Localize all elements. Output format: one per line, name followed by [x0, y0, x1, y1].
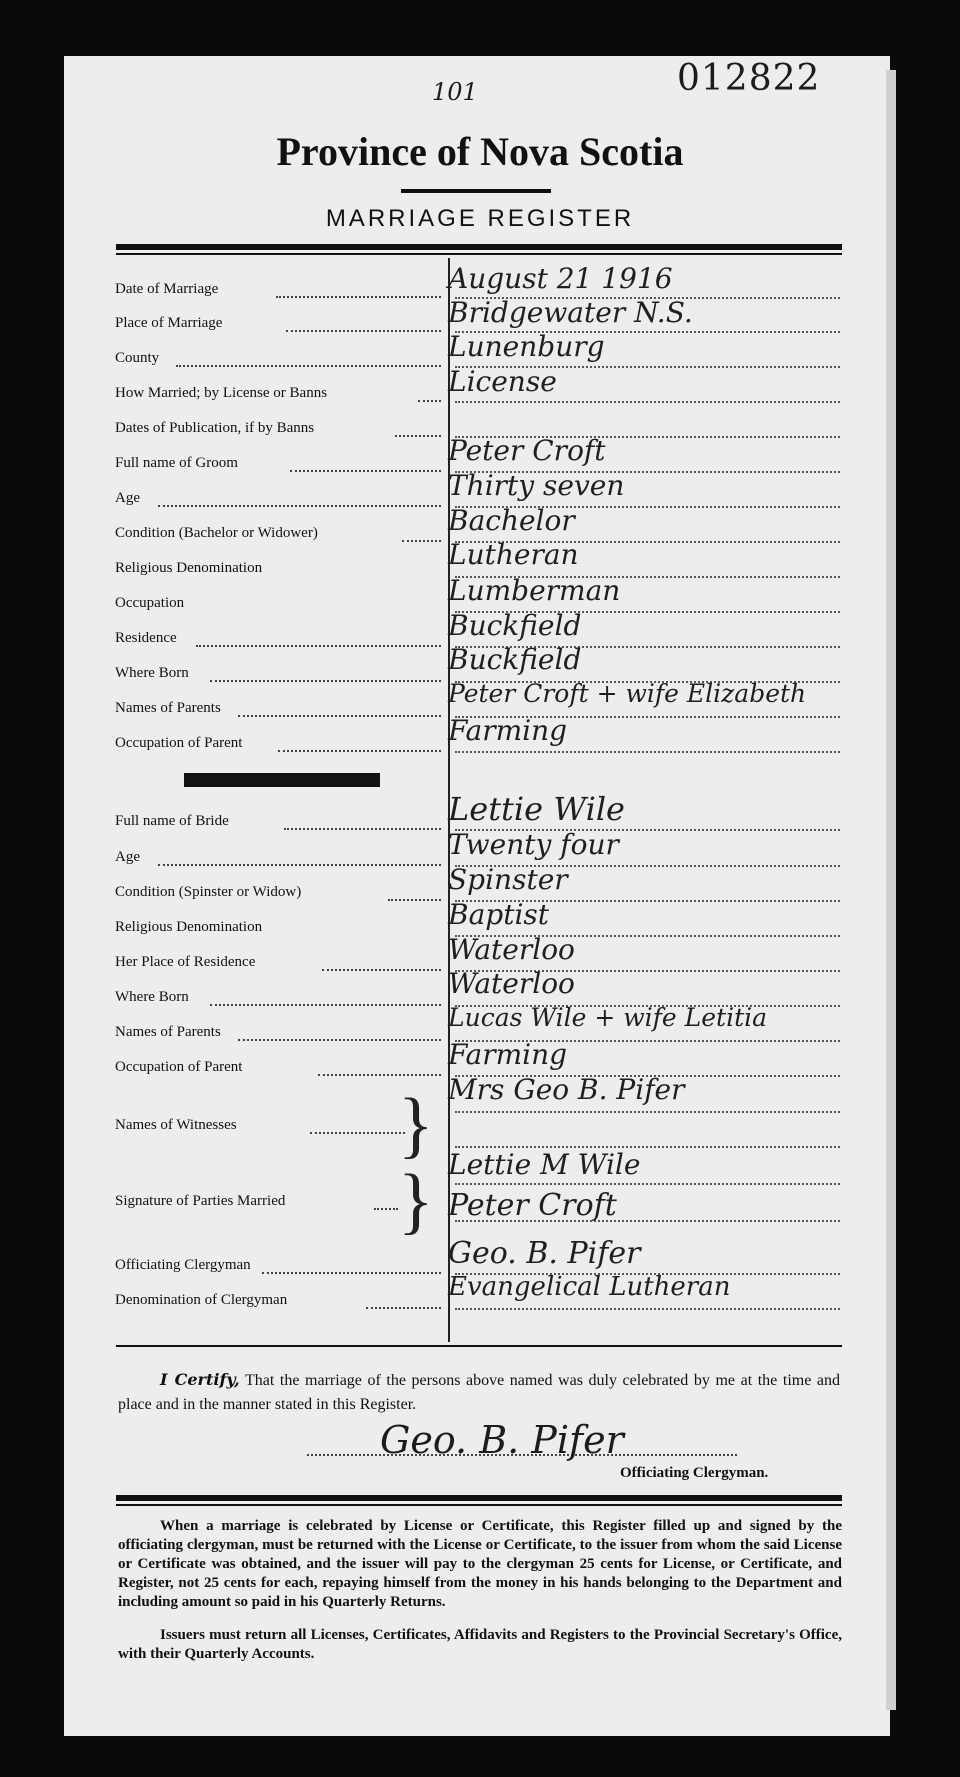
field-label: Date of Marriage: [115, 281, 219, 297]
leader-dots: [418, 400, 441, 402]
field-label: Religious Denomination: [115, 919, 263, 935]
bride-residence-value: Waterloo: [448, 933, 575, 966]
field-label: Condition (Bachelor or Widower): [115, 525, 318, 541]
field-label: Names of Parents: [115, 700, 221, 716]
leader-dots: [278, 750, 441, 752]
field-label: Place of Marriage: [115, 315, 223, 331]
groom-birthplace-value: Buckfield: [448, 643, 582, 676]
field-label: Full name of Groom: [115, 455, 238, 471]
field-label: Names of Parents: [115, 1024, 221, 1040]
officiating-clergyman-value: Geo. B. Pifer: [448, 1236, 641, 1271]
field-label: Full name of Bride: [115, 813, 229, 829]
witness-1-value: Mrs Geo B. Pifer: [448, 1073, 685, 1106]
leader-dots: [395, 435, 441, 437]
notice-paragraph-1: When a marriage is celebrated by License or Certificate, this Register filled up and signed by the officiating clergyman, must be returned with the License or Certificate, to the issuer from whom the said License or Certificate was obtained, and the issuer will pay to the clergyman 25 cents for License, or Certificate, and Register, not 25 cents for each, repaying himself from the money in his hands belonging to the Department and including amount so paid in his Quarterly Returns.: [118, 1518, 842, 1610]
section-rule: [116, 1345, 842, 1347]
field-label: Officiating Clergyman: [115, 1257, 251, 1273]
entry-line: [455, 401, 840, 403]
leader-dots: [158, 505, 441, 507]
field-label: How Married; by License or Banns: [115, 385, 328, 401]
certification-statement: [118, 1368, 840, 1417]
groom-occupation-value: Lumberman: [448, 574, 621, 607]
entry-line: [455, 751, 840, 753]
field-label: Religious Denomination: [115, 560, 263, 576]
field-label: Denomination of Clergyman: [115, 1292, 288, 1308]
entry-line: [455, 1183, 840, 1185]
leader-dots: [366, 1307, 441, 1309]
instructions-notice: [118, 1517, 842, 1664]
bride-birthplace-value: Waterloo: [448, 967, 575, 1000]
leader-dots: [310, 1132, 405, 1134]
clergy-denomination-value: Evangelical Lutheran: [448, 1272, 731, 1302]
leader-dots: [210, 680, 441, 682]
field-label: Occupation: [115, 595, 185, 611]
header-rule: [116, 244, 842, 250]
leader-dots: [290, 470, 441, 472]
leader-dots: [276, 296, 441, 298]
signature-caption: Officiating Clergyman.: [620, 1465, 769, 1481]
leader-dots: [238, 715, 441, 717]
entry-line: [455, 1308, 840, 1310]
paper-fold-edge: [886, 70, 896, 1710]
entry-line: [455, 1111, 840, 1113]
groom-signature: Peter Croft: [448, 1188, 617, 1223]
certify-lead: I Certify,: [160, 1370, 240, 1389]
form-title: Province of Nova Scotia: [276, 129, 684, 174]
field-label: Names of Witnesses: [115, 1117, 237, 1133]
leader-dots: [196, 645, 441, 647]
groom-residence-value: Buckfield: [448, 609, 582, 642]
field-label: Condition (Spinster or Widow): [115, 884, 302, 900]
bride-name-value: Lettie Wile: [448, 790, 625, 828]
field-label: Residence: [115, 630, 177, 646]
leader-dots: [286, 330, 441, 332]
county-value: Lunenburg: [448, 330, 605, 363]
bride-age-value: Twenty four: [448, 828, 619, 861]
bride-parent-occupation-value: Farming: [448, 1038, 568, 1071]
date-of-marriage-value: August 21 1916: [448, 262, 673, 295]
field-label: Where Born: [115, 989, 189, 1005]
leader-dots: [318, 1074, 441, 1076]
leader-dots: [388, 899, 441, 901]
clergyman-signature: Geo. B. Pifer: [380, 1418, 624, 1462]
bride-section-divider: [184, 773, 380, 787]
field-label: Dates of Publication, if by Banns: [115, 420, 315, 436]
bride-parents-value: Lucas Wile + wife Letitia: [448, 1003, 768, 1032]
bride-signature: Lettie M Wile: [448, 1148, 641, 1181]
notice-paragraph-2: Issuers must return all Licenses, Certificates, Affidavits and Registers to the Provincial Secretary's Office, with their Quarterly Accounts.: [118, 1627, 842, 1662]
leader-dots: [262, 1272, 441, 1274]
page-number: 101: [432, 78, 478, 106]
groom-condition-value: Bachelor: [448, 504, 575, 537]
groom-parents-value: Peter Croft + wife Elizabeth: [448, 679, 807, 708]
leader-dots: [238, 1039, 441, 1041]
field-label: Occupation of Parent: [115, 1059, 243, 1075]
notice-rule-thin: [116, 1504, 842, 1506]
field-label: Where Born: [115, 665, 189, 681]
field-label: Age: [115, 849, 140, 865]
notice-rule: [116, 1495, 842, 1501]
signatures-brace: }: [398, 1160, 434, 1242]
how-married-value: License: [448, 365, 557, 398]
groom-parent-occupation-value: Farming: [448, 714, 568, 747]
leader-dots: [374, 1208, 398, 1210]
document-number: 012822: [677, 58, 821, 99]
groom-name-value: Peter Croft: [448, 434, 606, 467]
groom-age-value: Thirty seven: [448, 469, 625, 502]
leader-dots: [176, 365, 441, 367]
field-label: County: [115, 350, 160, 366]
bride-religion-value: Baptist: [448, 898, 550, 931]
leader-dots: [158, 864, 441, 866]
field-label: Her Place of Residence: [115, 954, 256, 970]
leader-dots: [402, 540, 441, 542]
witnesses-brace: }: [398, 1084, 434, 1166]
field-label: Age: [115, 490, 140, 506]
place-of-marriage-value: Bridgewater N.S.: [448, 296, 693, 329]
title-underline: [401, 189, 551, 193]
leader-dots: [210, 1004, 441, 1006]
leader-dots: [322, 969, 441, 971]
field-label: Occupation of Parent: [115, 735, 243, 751]
groom-religion-value: Lutheran: [448, 538, 579, 571]
bride-condition-value: Spinster: [448, 863, 568, 896]
field-label: Signature of Parties Married: [115, 1193, 286, 1209]
certify-text: That the marriage of the persons above named was duly celebrated by me at the time and place and in the manner stated in this Register.: [118, 1372, 841, 1413]
form-subtitle: MARRIAGE REGISTER: [325, 205, 635, 232]
leader-dots: [284, 828, 441, 830]
header-rule-thin: [116, 253, 842, 255]
